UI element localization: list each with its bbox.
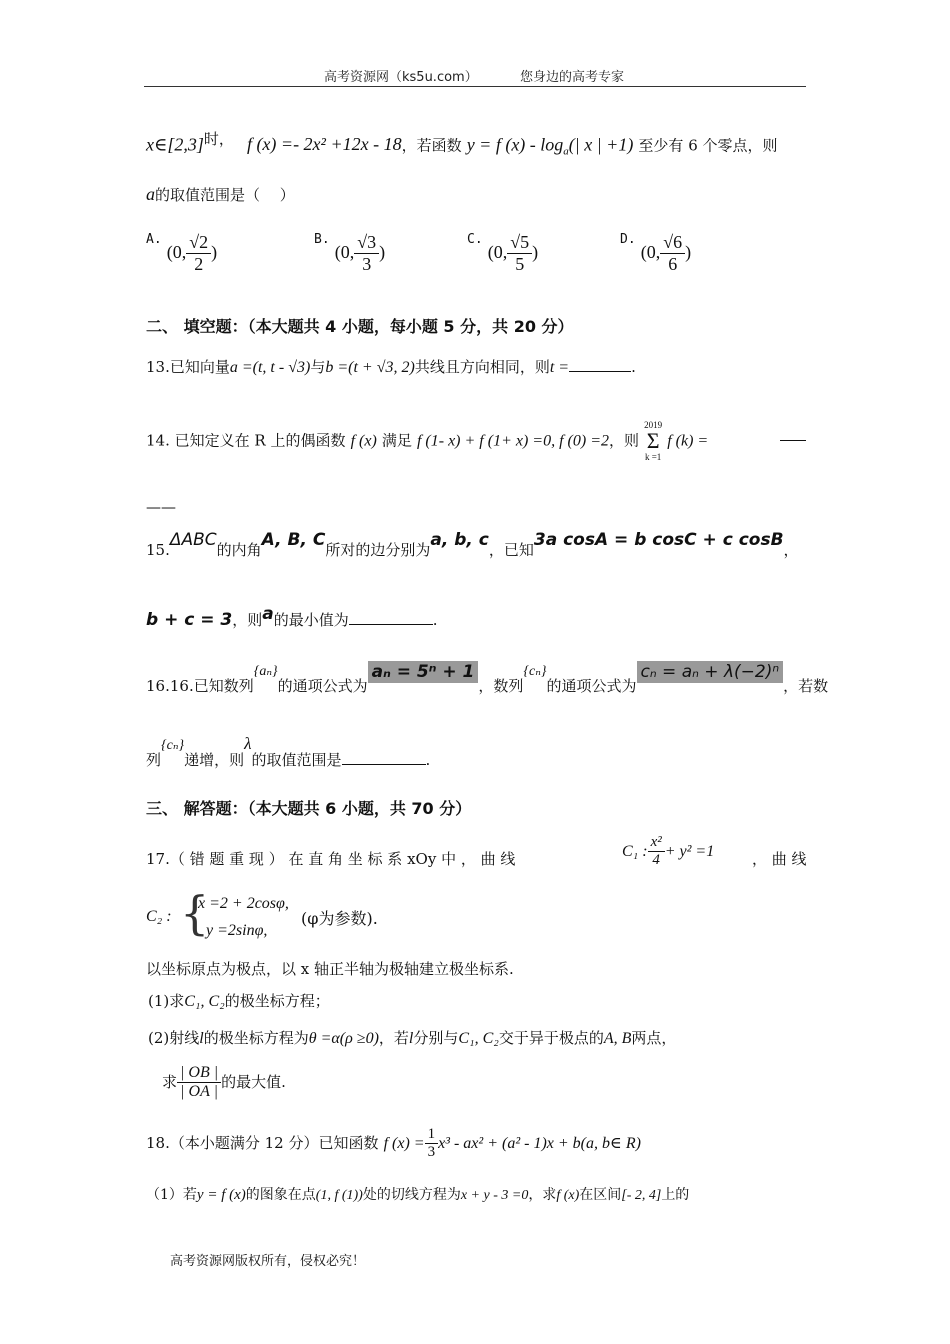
option-d-label: D. (620, 232, 636, 247)
q13-end: . (631, 358, 636, 376)
q12-fx: f (x) =- 2x² +12x - 18 (246, 134, 402, 155)
q14-ze: ，则 (609, 431, 640, 450)
option-a-pre: (0, (166, 242, 187, 262)
q17-p2-t4: 交于异于极点的 (498, 1029, 604, 1047)
q17-p2-ab: A, B (603, 1030, 632, 1047)
q16-t2: ，数列 (478, 677, 524, 695)
q16-l2-t3: 的取值范围是 (251, 751, 342, 769)
q17-p2-c: C₁, C₂ (458, 1030, 499, 1047)
q18-l2-pt: (1, f (1)) (315, 1188, 363, 1203)
q17-line3: 以坐标原点为极点，以 x 轴正半轴为极轴建立极坐标系. (146, 960, 514, 978)
q17-p1-c: C₁, C₂ (184, 993, 225, 1010)
q17-c1-num: x² (648, 834, 665, 852)
q16-t4: ，若数 (783, 677, 829, 695)
q18-line2 (146, 1184, 689, 1204)
q12-line2 (146, 184, 295, 205)
option-b (314, 232, 385, 275)
q15-a: a (262, 604, 274, 624)
q15-line1 (146, 530, 799, 560)
q15-tri: ΔABC (169, 530, 217, 550)
q14-sum-bottom: k =1 (644, 452, 662, 462)
q15-t3: ，已知 (488, 541, 534, 559)
q17-c2-row2: y =2sinφ, (206, 922, 268, 939)
q17-p2-t3: 分别与 (413, 1029, 459, 1047)
q16-t3: 的通项公式为 (546, 677, 637, 695)
q13-blank[interactable] (569, 371, 631, 372)
q14-blank-1[interactable] (780, 440, 806, 441)
option-c-post: ) (532, 242, 539, 262)
option-d-pre: (0, (640, 242, 661, 262)
header-site: 高考资源网（ks5u.com） (324, 70, 478, 85)
q17-p2-l2: l (408, 1030, 414, 1047)
q14-line2: —— (146, 498, 176, 516)
q12-domain: x∈[2,3] (146, 134, 204, 155)
q12-tail: 至少有 6 个零点，则 (638, 136, 778, 155)
q17-p2-t1: 的极坐标方程为 (203, 1029, 309, 1047)
option-b-label: B. (314, 232, 330, 247)
q18-f-rest: x³ - ax² + (a² - 1)x + b(a, b∈ R) (438, 1135, 641, 1152)
q16-line1 (146, 662, 828, 696)
q16-l2-t2: 递增，则 (184, 751, 245, 769)
q13 (146, 356, 636, 377)
option-b-post: ) (379, 242, 386, 262)
q16-an-set: {aₙ} (253, 664, 278, 679)
q14-fk: f (k) = (667, 432, 709, 450)
sigma-icon: Σ (646, 428, 660, 453)
q14-sum (644, 420, 662, 462)
q17-p3-t: 的最大值. (221, 1073, 286, 1091)
q13-yu: 与 (310, 358, 326, 376)
q17-p2-t2: ，若 (378, 1029, 409, 1047)
q16-cn-formula: cₙ = aₙ + λ(−2)ⁿ (637, 661, 784, 683)
q15-sides: a, b, c (430, 530, 489, 550)
q18-l2-d: ，求 (528, 1187, 557, 1203)
option-d-num: √6 (660, 232, 685, 254)
q15-num: 15. (146, 541, 170, 559)
q14-fx: f (x) (350, 432, 377, 450)
option-c (467, 232, 538, 275)
q18-fx: f (x) = (383, 1135, 425, 1152)
q18-f-den: 3 (427, 1144, 436, 1160)
option-d-post: ) (685, 242, 692, 262)
footer-text: 高考资源网版权所有，侵权必究！ (170, 1254, 366, 1269)
q18-f-num: 1 (425, 1126, 439, 1144)
q17-p2-theta: θ =α(ρ ≥0) (308, 1030, 379, 1047)
q18-l2-eq: x + y - 3 =0 (460, 1188, 529, 1203)
q15-abc: A, B, C (261, 530, 326, 550)
option-c-den: 5 (515, 254, 525, 274)
q16-cn-set-2: {cₙ} (161, 738, 185, 753)
q17-part1 (148, 990, 330, 1011)
q13-a-vec: a =(t, t - √3) (229, 359, 311, 376)
q17-c2-label: C₂ : (146, 908, 172, 925)
q17-p1: (1)求 (148, 992, 185, 1010)
q15-bc: b + c = 3 (146, 610, 233, 630)
q18-l2-e: 在区间 (579, 1187, 622, 1203)
q12-line2-text: 的取值范围是（ ） (155, 186, 295, 204)
q17-p2-l: l (199, 1030, 204, 1047)
q17-p2-t5: 两点， (631, 1029, 677, 1047)
q14 (146, 420, 708, 462)
q13-tail: 共线且方向相同，则 (414, 358, 550, 376)
q17-part2 (148, 1027, 676, 1048)
option-a (146, 232, 217, 275)
q16-line2 (146, 734, 430, 770)
q13-t-eq: t = (549, 359, 570, 376)
q14-mz: 满足 (381, 431, 412, 450)
q17-p3-q: 求 (162, 1073, 178, 1091)
q12-line1 (146, 128, 778, 158)
option-a-label: A. (146, 232, 162, 247)
q16-end: . (425, 751, 431, 769)
option-c-num: √5 (507, 232, 532, 254)
header-rule (144, 86, 806, 87)
q12-log-sub: a (563, 145, 569, 158)
q18-l2-a: （1）若 (146, 1187, 197, 1203)
q18-l2-f: f (x) (556, 1188, 580, 1203)
q15-blank[interactable] (349, 624, 433, 625)
option-a-post: ) (211, 242, 218, 262)
q17-line1-b: ， 曲 线 (752, 850, 807, 868)
q15-line2 (146, 604, 438, 630)
q15-t1: 的内角 (216, 541, 262, 559)
q18-l2-c: 处的切线方程为 (362, 1187, 461, 1203)
q16-an-formula: aₙ = 5ⁿ + 1 (368, 661, 479, 683)
q17-line1-a: 17.（ 错 题 重 现 ） 在 直 角 坐 标 系 xOy 中 ， 曲 线 (146, 850, 516, 868)
q14-cond: f (1- x) + f (1+ x) =0, f (0) =2 (416, 432, 609, 450)
option-a-num: √2 (186, 232, 211, 254)
q13-num: 13.已知向量 (146, 358, 230, 376)
q12-ruo: ，若函数 (401, 136, 462, 155)
section-3-title: 三、 解答题：（本大题共 6 小题，共 70 分） (146, 799, 472, 818)
q17-c1-rest: + y² =1 (664, 843, 715, 860)
q17-part3 (162, 1064, 286, 1101)
header-slogan: 您身边的高考专家 (520, 70, 625, 85)
q17-p3-num: | OB | (177, 1064, 221, 1083)
section-2-title: 二、 填空题：（本大题共 4 小题，每小题 5 分，共 20 分） (146, 317, 574, 336)
option-c-pre: (0, (487, 242, 508, 262)
q17-c2-param: (φ为参数). (301, 909, 378, 928)
q13-b-vec: b =(t + √3, 2) (325, 359, 415, 376)
q14-num: 14. 已知定义在 R 上的偶函数 (146, 431, 346, 450)
q18-l2-b: 的图象在点 (245, 1187, 316, 1203)
q17-c2-row1: x =2 + 2cosφ, (198, 895, 289, 912)
q14-sum-top: 2019 (644, 420, 663, 430)
q17-p2: (2)射线 (148, 1029, 200, 1047)
q18-l2-int: [- 2, 4] (621, 1188, 662, 1203)
q12-shi: 时， (203, 130, 234, 148)
option-b-den: 3 (362, 254, 372, 274)
q16-num: 16.16.已知数列 (146, 677, 254, 695)
q18-l2-f2: 上的 (661, 1187, 690, 1203)
q15-t5: 的最小值为 (273, 611, 349, 629)
option-c-label: C. (467, 232, 483, 247)
q18-line1 (146, 1126, 641, 1161)
q18-l2-y: y = f (x) (196, 1187, 246, 1203)
left-brace-icon: { (180, 886, 210, 940)
q16-blank[interactable] (342, 764, 426, 765)
option-d (620, 232, 691, 275)
option-b-num: √3 (354, 232, 379, 254)
q17-p3-den: | OA | (180, 1083, 218, 1100)
q16-t1: 的通项公式为 (277, 677, 368, 695)
q12-a: a (146, 184, 155, 204)
q16-l2-t1: 列 (146, 751, 162, 769)
q18-l1-a: 18.（本小题满分 12 分）已知函数 (146, 1134, 379, 1152)
q15-eq: 3a cosA = b cosC + c cosB (533, 530, 784, 550)
option-b-pre: (0, (334, 242, 355, 262)
q17-c2-label-wrap (146, 906, 172, 926)
q17-p1-t: 的极坐标方程； (224, 992, 330, 1010)
option-a-den: 2 (194, 254, 204, 274)
q16-cn-set: {cₙ} (523, 664, 547, 679)
q12-log-arg: (| x | +1) (568, 134, 634, 155)
q12-yfx: y = f (x) - log (466, 134, 564, 155)
q15-t4: ，则 (232, 611, 263, 629)
q17-c1-label: C₁ : (622, 843, 648, 860)
q17-c1 (622, 834, 714, 869)
q16-lambda: λ (244, 734, 252, 753)
option-d-den: 6 (668, 254, 678, 274)
q15-end: . (432, 611, 438, 629)
q15-t2: 所对的边分别为 (325, 541, 431, 559)
q15-comma: ， (783, 541, 799, 559)
q17-c1-den: 4 (652, 852, 660, 868)
